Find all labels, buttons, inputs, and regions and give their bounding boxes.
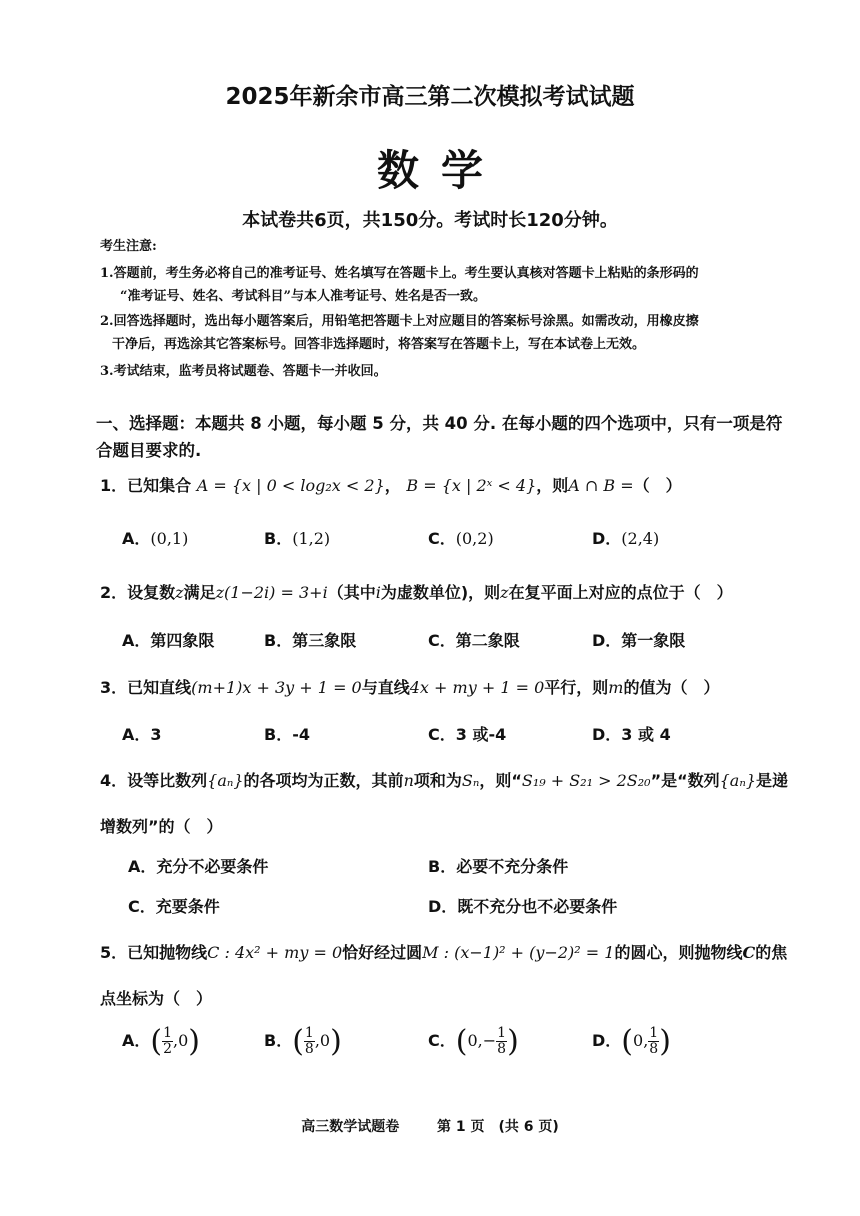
option-label: B． bbox=[428, 857, 457, 876]
option-label: D． bbox=[592, 631, 622, 650]
exam-title: 2025年新余市高三第二次模拟考试试题 bbox=[225, 84, 635, 110]
question-text: （其中 bbox=[327, 583, 376, 602]
section-heading-line1: 一、选择题：本题共 8 小题，每小题 5 分，共 40 分. 在每小题的四个选项中，只有一项是符 bbox=[96, 414, 783, 433]
fraction-denominator: 8 bbox=[649, 1041, 659, 1057]
q1-option-b bbox=[264, 526, 330, 549]
option-label: B． bbox=[264, 1031, 293, 1050]
math-expression: z(1−2i) = 3+i bbox=[215, 583, 328, 602]
notice-item-3: 3.考试结束，监考员将试题卷、答题卡一并收回。 bbox=[100, 364, 387, 379]
math-expression: C : 4x² + my = 0 bbox=[207, 943, 343, 962]
option-value: 3 或-4 bbox=[455, 725, 507, 744]
question-text: 的焦 bbox=[755, 943, 788, 962]
option-value: (1,2) bbox=[292, 529, 331, 548]
right-paren: ) bbox=[507, 1024, 519, 1059]
question-number: 1． bbox=[100, 476, 128, 495]
question-text: 恰好经过圆 bbox=[342, 943, 423, 962]
option-label: D． bbox=[592, 725, 622, 744]
fraction-denominator: 8 bbox=[304, 1041, 314, 1057]
q1-option-a bbox=[122, 526, 188, 549]
question-number: 4． bbox=[100, 771, 128, 790]
question-text: ”是“数列 bbox=[650, 771, 720, 790]
right-paren: ) bbox=[330, 1024, 342, 1059]
option-value: 必要不充分条件 bbox=[456, 857, 569, 876]
math-expression: 4x + my + 1 = 0 bbox=[409, 678, 545, 697]
q2-option-a bbox=[122, 628, 214, 651]
question-text: 设复数 bbox=[127, 583, 176, 602]
option-lead: 0, bbox=[467, 1031, 483, 1050]
q3-option-d bbox=[592, 722, 671, 745]
question-text: 平行，则 bbox=[544, 678, 609, 697]
option-label: D． bbox=[428, 897, 458, 916]
question-text: 设等比数列 bbox=[127, 771, 208, 790]
section-heading-line2: 合题目要求的. bbox=[96, 441, 202, 460]
math-expression: A = {x | 0 < log₂x < 2} bbox=[196, 476, 385, 495]
left-paren: ( bbox=[455, 1024, 468, 1059]
option-label: B． bbox=[264, 725, 293, 744]
q3-option-b bbox=[264, 722, 310, 745]
option-value: -4 bbox=[292, 725, 310, 744]
right-paren: ) bbox=[659, 1024, 671, 1059]
option-value: (0,2) bbox=[455, 529, 494, 548]
fraction-numerator: 1 bbox=[304, 1025, 314, 1041]
option-label: D． bbox=[592, 529, 622, 548]
option-trail: ,0 bbox=[314, 1031, 331, 1050]
question-text: 在复平面上对应的点位于（ ） bbox=[508, 583, 733, 602]
notice-item-2-cont: 干净后，再选涂其它答案标号。回答非选择题时，将答案写在答题卡上，写在本试卷上无效。 bbox=[112, 337, 646, 352]
question-1 bbox=[100, 473, 682, 496]
q4-option-d bbox=[428, 894, 617, 917]
question-text: 的值为（ ） bbox=[623, 678, 720, 697]
math-expression: S₁₉ + S₂₁ > 2S₂₀ bbox=[521, 771, 651, 790]
math-expression: n bbox=[403, 771, 414, 790]
subject-title: 数学 bbox=[376, 146, 505, 195]
option-label: B． bbox=[264, 529, 293, 548]
question-text: 的各项均为正数，其前 bbox=[243, 771, 404, 790]
option-value: 充要条件 bbox=[155, 897, 220, 916]
fraction bbox=[304, 1026, 315, 1057]
math-expression: B = {x | 2ˣ < 4} bbox=[406, 476, 537, 495]
option-lead: 0, bbox=[633, 1031, 649, 1050]
option-trail: ,0 bbox=[173, 1031, 189, 1050]
q4-option-b bbox=[428, 854, 568, 877]
question-3 bbox=[100, 675, 719, 698]
question-text: 为虚数单位)，则 bbox=[380, 583, 501, 602]
option-label: A． bbox=[122, 529, 151, 548]
question-text: （ ） bbox=[633, 476, 682, 495]
fraction bbox=[496, 1026, 507, 1057]
option-label: A． bbox=[122, 1031, 151, 1050]
question-5 bbox=[100, 940, 787, 963]
option-label: C． bbox=[128, 897, 156, 916]
q4-option-a bbox=[128, 854, 268, 877]
page-footer bbox=[0, 1116, 860, 1136]
fraction-denominator: 8 bbox=[497, 1041, 507, 1057]
exam-info: 本试卷共6页，共150分。考试时长120分钟。 bbox=[242, 210, 618, 231]
option-value: (2,4) bbox=[621, 529, 660, 548]
notice-item-2: 2.回答选择题时，选出每小题答案后，用铅笔把答题卡上对应题目的答案标号涂黑。如需改动，用橡皮擦 bbox=[100, 314, 699, 329]
left-paren: ( bbox=[292, 1024, 304, 1059]
q5-option-a bbox=[122, 1024, 200, 1059]
question-text: 满足 bbox=[183, 583, 216, 602]
q4-option-c bbox=[128, 894, 220, 917]
question-text: 的圆心，则抛物线 bbox=[614, 943, 743, 962]
question-4 bbox=[100, 768, 788, 791]
option-minus: − bbox=[482, 1031, 497, 1050]
q3-option-c bbox=[428, 722, 506, 745]
option-label: B． bbox=[264, 631, 293, 650]
question-text: ，则“ bbox=[479, 771, 522, 790]
math-expression: {aₙ} bbox=[207, 771, 244, 790]
fraction-numerator: 1 bbox=[163, 1025, 173, 1041]
q2-option-d bbox=[592, 628, 685, 651]
math-expression: Sₙ bbox=[461, 771, 480, 790]
question-5-line2: 点坐标为（ ） bbox=[100, 989, 213, 1008]
question-number: 3． bbox=[100, 678, 128, 697]
question-number: 5． bbox=[100, 943, 128, 962]
option-value: 第一象限 bbox=[621, 631, 686, 650]
math-expression: z bbox=[175, 583, 184, 602]
q2-option-c bbox=[428, 628, 520, 651]
notice-heading: 考生注意: bbox=[100, 239, 157, 254]
question-4-line2: 增数列”的（ ） bbox=[100, 817, 223, 836]
option-label: A． bbox=[128, 857, 157, 876]
option-label: C． bbox=[428, 529, 456, 548]
notice-item-1-cont: “准考证号、姓名、考试科目”与本人准考证号、姓名是否一致。 bbox=[120, 289, 486, 304]
fraction-numerator: 1 bbox=[649, 1025, 659, 1041]
q3-option-a bbox=[122, 722, 162, 745]
q5-option-b bbox=[264, 1024, 342, 1059]
option-value: 3 或 4 bbox=[621, 725, 671, 744]
option-label: C． bbox=[428, 1031, 456, 1050]
option-label: D． bbox=[592, 1031, 622, 1050]
left-paren: ( bbox=[150, 1024, 163, 1059]
fraction bbox=[162, 1026, 173, 1057]
question-text: 已知集合 bbox=[127, 476, 192, 495]
math-expression: M : (x−1)² + (y−2)² = 1 bbox=[422, 943, 615, 962]
notice-item-1: 1.答题前，考生务必将自己的准考证号、姓名填写在答题卡上。考生要认真核对答题卡上粘贴的条形码的 bbox=[100, 266, 699, 281]
option-label: A． bbox=[122, 725, 151, 744]
option-label: C． bbox=[428, 631, 456, 650]
footer-page-number: 第 1 页 (共 6 页) bbox=[436, 1119, 559, 1135]
option-label: C． bbox=[428, 725, 456, 744]
math-expression: (m+1)x + 3y + 1 = 0 bbox=[191, 678, 362, 697]
question-number: 2． bbox=[100, 583, 128, 602]
math-expression: {aₙ} bbox=[719, 771, 757, 790]
left-paren: ( bbox=[621, 1024, 634, 1059]
math-expression: C bbox=[742, 943, 756, 962]
math-expression: m bbox=[608, 678, 624, 697]
fraction-numerator: 1 bbox=[497, 1025, 507, 1041]
footer-exam-name: 高三数学试题卷 bbox=[301, 1119, 400, 1135]
fraction bbox=[648, 1026, 659, 1057]
math-expression: A ∩ B = bbox=[568, 476, 634, 495]
q5-option-c bbox=[428, 1024, 519, 1059]
option-value: 既不充分也不必要条件 bbox=[457, 897, 618, 916]
fraction-denominator: 2 bbox=[163, 1041, 173, 1057]
option-value: 充分不必要条件 bbox=[156, 857, 269, 876]
q1-option-c bbox=[428, 526, 494, 549]
question-text: ，则 bbox=[536, 476, 569, 495]
option-value: 第三象限 bbox=[292, 631, 357, 650]
option-value: (0,1) bbox=[150, 529, 189, 548]
q1-option-d bbox=[592, 526, 659, 549]
option-value: 第二象限 bbox=[455, 631, 520, 650]
question-text: 与直线 bbox=[361, 678, 410, 697]
option-value: 3 bbox=[150, 725, 162, 744]
question-2 bbox=[100, 580, 733, 603]
question-text: 已知抛物线 bbox=[127, 943, 208, 962]
question-text: 已知直线 bbox=[127, 678, 192, 697]
q5-option-d bbox=[592, 1024, 671, 1059]
question-text: ， bbox=[384, 476, 401, 495]
question-text: 项和为 bbox=[413, 771, 462, 790]
math-expression: z bbox=[500, 583, 509, 602]
q2-option-b bbox=[264, 628, 356, 651]
math-expression: i bbox=[375, 583, 381, 602]
option-value: 第四象限 bbox=[150, 631, 215, 650]
option-label: A． bbox=[122, 631, 151, 650]
question-text: 是递 bbox=[756, 771, 789, 790]
right-paren: ) bbox=[188, 1024, 201, 1059]
